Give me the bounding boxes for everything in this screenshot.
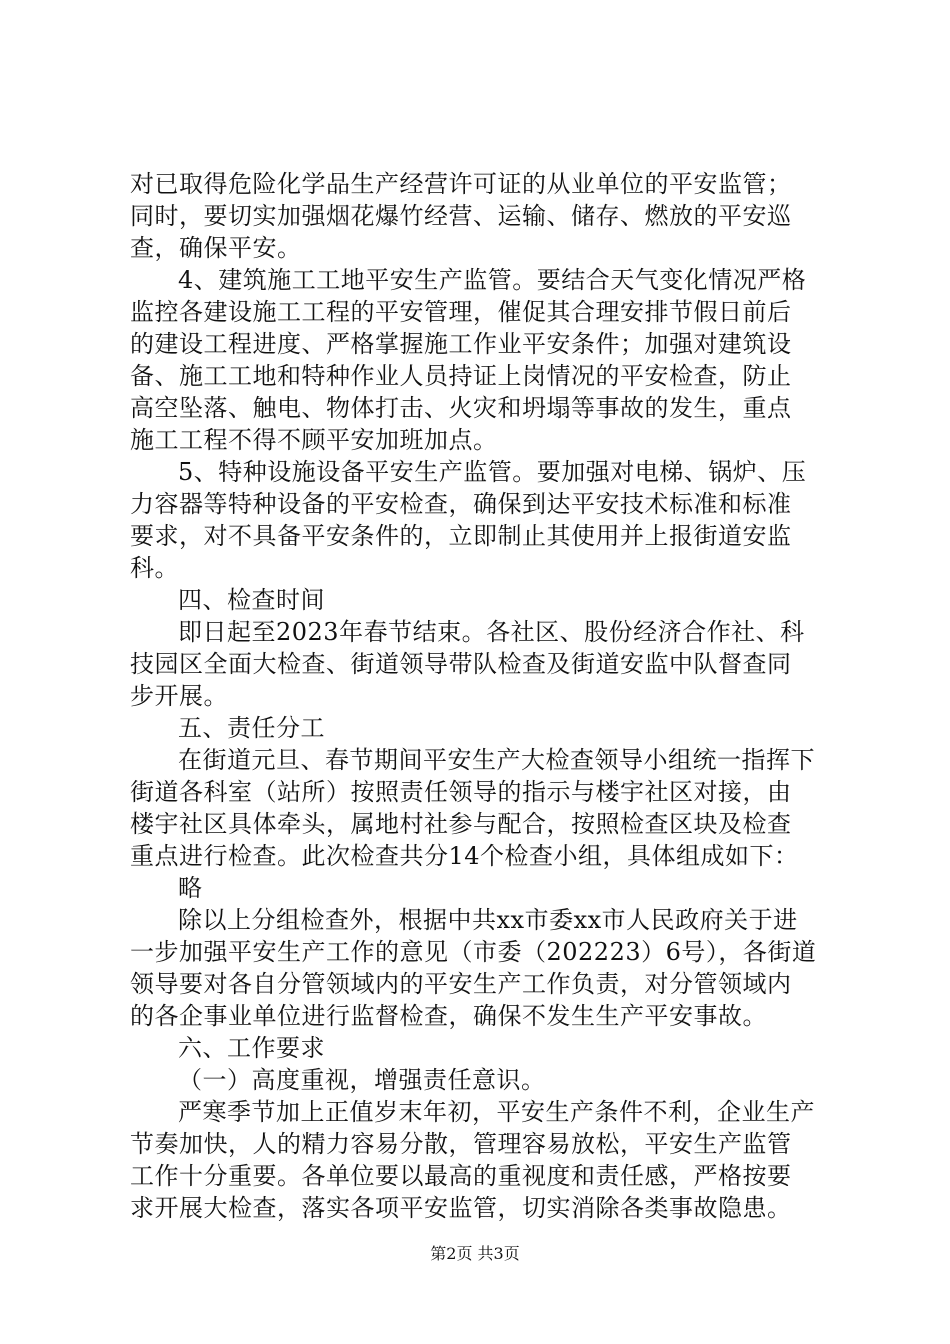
text-line: 技园区全面大检查、街道领导带队检查及街道安监中队督查同	[130, 650, 792, 678]
text-line: 重点进行检查。此次检查共分14个检查小组，具体组成如下：	[130, 842, 799, 870]
text-line: 高空坠落、触电、物体打击、火灾和坍塌等事故的发生，重点	[130, 394, 792, 422]
section-heading: 六、工作要求	[178, 1034, 325, 1062]
text-line: 在街道元旦、春节期间平安生产大检查领导小组统一指挥下	[178, 746, 815, 774]
text-line: 求开展大检查，落实各项平安监管，切实消除各类事故隐患。	[130, 1194, 792, 1222]
text-line: 监控各建设施工工程的平安管理，催促其合理安排节假日前后	[130, 298, 792, 326]
text-line: 的各企事业单位进行监督检查，确保不发生生产平安事故。	[130, 1002, 767, 1030]
text-line: 备、施工工地和特种作业人员持证上岗情况的平安检查，防止	[130, 362, 792, 390]
text-line: 同时，要切实加强烟花爆竹经营、运输、储存、燃放的平安巡	[130, 202, 792, 230]
text-line: 略	[178, 874, 203, 902]
text-line: 节奏加快，人的精力容易分散，管理容易放松，平安生产监管	[130, 1130, 792, 1158]
text-line: 要求，对不具备平安条件的，立即制止其使用并上报街道安监	[130, 522, 792, 550]
text-line: 步开展。	[130, 682, 228, 710]
text-line: 查，确保平安。	[130, 234, 302, 262]
page-number-footer: 第2页 共3页	[430, 1244, 520, 1263]
text-line: 科。	[130, 554, 179, 582]
text-line: 对已取得危险化学品生产经营许可证的从业单位的平安监管；	[130, 170, 792, 198]
section-item-heading: 5、特种设施设备平安生产监管。要加强对电梯、锅炉、压	[178, 458, 807, 486]
section-heading: 五、责任分工	[178, 714, 325, 742]
text-line: 工作十分重要。各单位要以最高的重视度和责任感，严格按要	[130, 1162, 792, 1190]
text-line: 街道各科室（站所）按照责任领导的指示与楼宇社区对接，由	[130, 778, 792, 806]
document-body	[130, 168, 830, 1224]
text-line: 严寒季节加上正值岁末年初，平安生产条件不利，企业生产	[178, 1098, 815, 1126]
subsection-heading: （一）高度重视，增强责任意识。	[178, 1066, 546, 1094]
text-line: 力容器等特种设备的平安检查，确保到达平安技术标准和标准	[130, 490, 792, 518]
text-line: 一步加强平安生产工作的意见（市委（202223）6号），各街道	[130, 938, 817, 966]
section-item-heading: 4、建筑施工工地平安生产监管。要结合天气变化情况严格	[178, 266, 807, 294]
section-heading: 四、检查时间	[178, 586, 325, 614]
text-line: 领导要对各自分管领域内的平安生产工作负责，对分管领域内	[130, 970, 792, 998]
text-line: 楼宇社区具体牵头，属地村社参与配合，按照检查区块及检查	[130, 810, 792, 838]
text-line: 除以上分组检查外，根据中共xx市委xx市人民政府关于进	[178, 906, 798, 934]
text-line: 施工工程不得不顾平安加班加点。	[130, 426, 498, 454]
text-line: 的建设工程进度、严格掌握施工作业平安条件；加强对建筑设	[130, 330, 792, 358]
text-line: 即日起至2023年春节结束。各社区、股份经济合作社、科	[178, 618, 805, 646]
